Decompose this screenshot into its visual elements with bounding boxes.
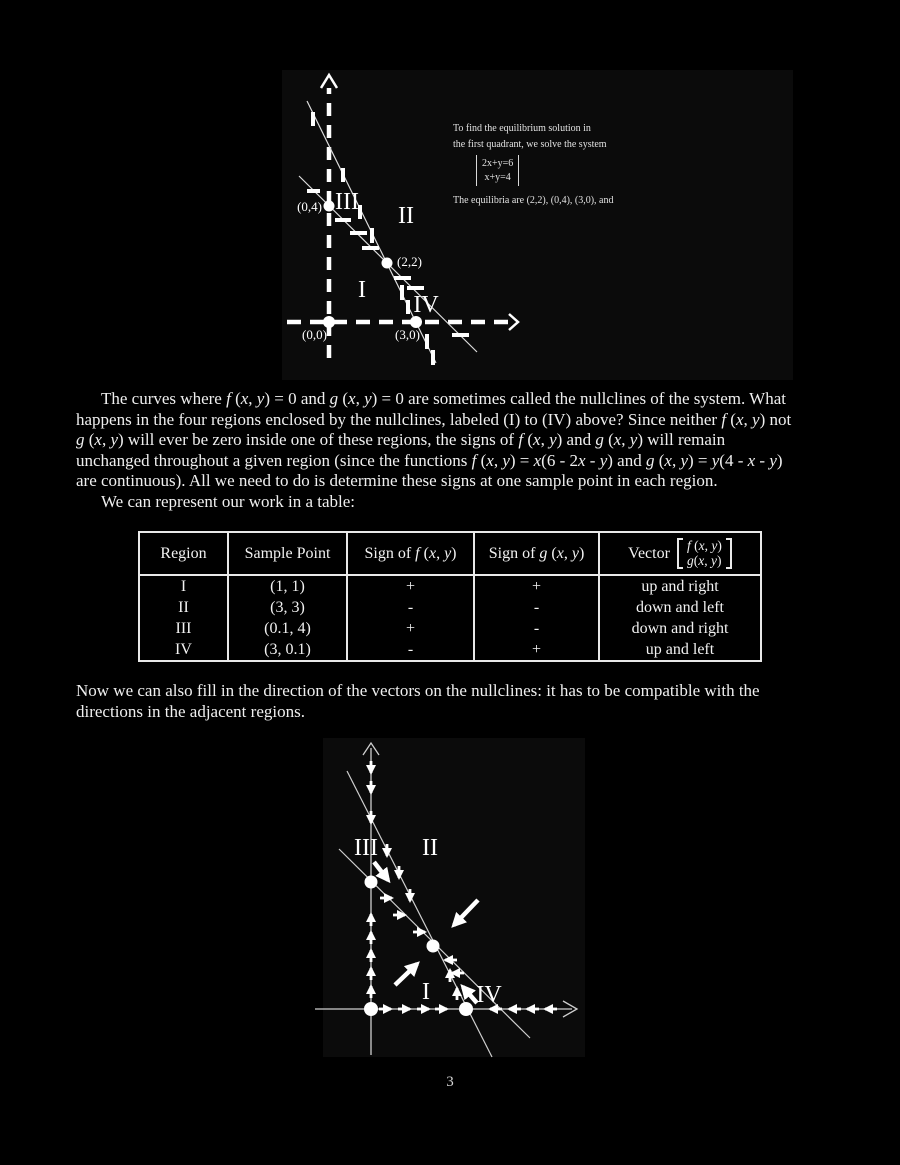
vector-label: Vector [628, 544, 670, 562]
bracket-right-icon [726, 538, 732, 569]
equilibrium-point-0-4 [365, 876, 378, 889]
cell-sign-g: + [474, 639, 599, 661]
text-line: unchanged throughout a given region (since the functions f (x, y) = x(6 - 2x - y) and g (x, y) = y(4 - x - y) [76, 450, 783, 470]
equilibrium-point-0-4 [324, 201, 335, 212]
col-header-region: Region [139, 532, 228, 575]
table-row [139, 618, 761, 639]
cell-sample: (3, 0.1) [228, 639, 347, 661]
table-row [139, 639, 761, 661]
matrix-entry-f: f (x, y) [686, 538, 722, 553]
vector-matrix [677, 538, 732, 569]
table-row [139, 575, 761, 597]
equilibrium-point-2-2 [382, 258, 393, 269]
region-label-I: I [422, 979, 430, 1005]
col-header-sample-point: Sample Point [228, 532, 347, 575]
note-line: The equilibria are (2,2), (0,4), (3,0), and [453, 195, 614, 206]
col-header-sign-g: Sign of g (x, y) [474, 532, 599, 575]
cell-vector: down and right [599, 618, 761, 639]
col-header-sign-f: Sign of f (x, y) [347, 532, 474, 575]
cell-vector: down and left [599, 597, 761, 618]
equilibrium-point-3-0 [459, 1002, 473, 1016]
sign-table [138, 531, 762, 662]
equation-2: x+y=4 [484, 171, 511, 183]
text-line: g (x, y) will ever be zero inside one of these regions, the signs of f (x, y) and g (x, y) will remain [76, 430, 726, 449]
point-label-3-0: (3,0) [395, 327, 420, 342]
text-line: happens in the four regions enclosed by the nullclines, labeled (I) to (IV) above? Since neither f (x, y) not [76, 409, 792, 429]
nullcline-figure-top [270, 65, 800, 385]
cell-region: IV [139, 639, 228, 661]
cell-sign-g: + [474, 575, 599, 597]
cell-sample: (1, 1) [228, 575, 347, 597]
nullcline-figure-bottom [300, 730, 590, 1062]
paragraph-directions [76, 681, 760, 722]
point-label-2-2: (2,2) [397, 254, 422, 269]
table-header-row [139, 532, 761, 575]
text-line: Now we can also fill in the direction of the vectors on the nullclines: it has to be compatible with the [76, 681, 760, 700]
point-label-0-4: (0,4) [297, 199, 322, 214]
region-label-II: II [422, 835, 438, 861]
region-label-III: III [354, 835, 378, 861]
paragraph-nullclines [76, 389, 791, 512]
cell-sign-f: + [347, 618, 474, 639]
region-label-II: II [398, 203, 414, 229]
cell-region: I [139, 575, 228, 597]
cell-sign-g: - [474, 618, 599, 639]
region-label-III: III [335, 189, 359, 215]
cell-sign-f: - [347, 639, 474, 661]
figure-note [453, 121, 614, 209]
cell-region: II [139, 597, 228, 618]
cell-sign-f: + [347, 575, 474, 597]
cell-sample: (0.1, 4) [228, 618, 347, 639]
region-label-I: I [358, 277, 366, 303]
note-line: To find the equilibrium solution in [453, 123, 591, 134]
equation-1: 2x+y=6 [482, 158, 514, 169]
cell-sample: (3, 3) [228, 597, 347, 618]
col-header-vector [599, 532, 761, 575]
figure-background [282, 70, 793, 380]
cell-sign-g: - [474, 597, 599, 618]
note-line: the first quadrant, we solve the system [453, 138, 607, 150]
cell-sign-f: - [347, 597, 474, 618]
cell-vector: up and right [599, 575, 761, 597]
matrix-entry-g: g(x, y) [686, 552, 722, 568]
region-label-IV: IV [476, 982, 502, 1008]
cell-vector: up and left [599, 639, 761, 661]
region-label-IV: IV [413, 292, 439, 318]
text-line: We can represent our work in a table: [101, 491, 355, 511]
equation-system [476, 155, 519, 186]
equilibrium-point-0-0 [364, 1002, 378, 1016]
point-label-0-0: (0,0) [302, 327, 327, 342]
text-line: are continuous). All we need to do is determine these signs at one sample point in each region. [76, 471, 718, 490]
text-line: directions in the adjacent regions. [76, 701, 305, 721]
text-line: The curves where f (x, y) = 0 and g (x, y) = 0 are sometimes called the nullclines of the system. What [101, 389, 786, 408]
equilibrium-point-2-2 [427, 940, 440, 953]
table-row [139, 597, 761, 618]
page-number: 3 [446, 1074, 454, 1090]
cell-region: III [139, 618, 228, 639]
